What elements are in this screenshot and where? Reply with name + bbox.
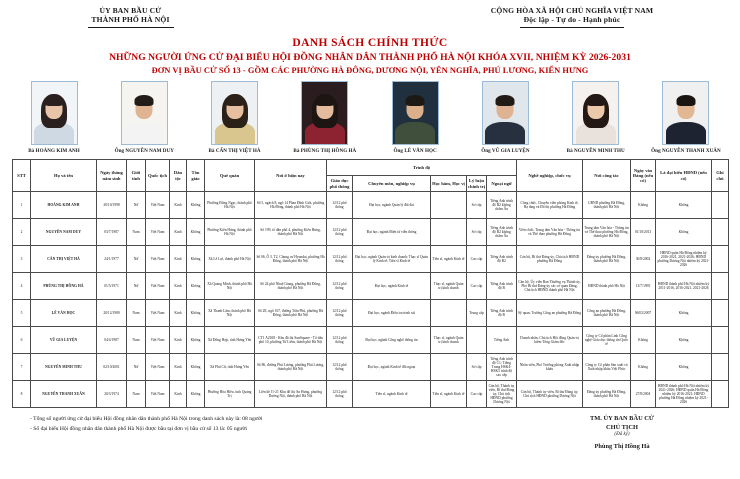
- cell-ho-ten: NGUYỄN NAM DUY: [31, 219, 97, 246]
- candidate-portrait: [301, 81, 348, 145]
- candidate-table-wrapper: [0, 154, 740, 408]
- country-name: CỘNG HÒA XÃ HỘI CHỦ NGHĨA VIỆT NAM: [490, 6, 654, 15]
- cell-dan-toc: Kinh: [170, 381, 187, 408]
- th-academic-title: Học hàm, Học vị: [431, 176, 467, 192]
- candidate-photo-caption: Bà HOÀNG KIM ANH: [28, 147, 80, 154]
- portrait-hair-top: [406, 95, 425, 106]
- constituency-line: ĐƠN VỊ BẦU CỬ SỐ 13 - GỒM CÁC PHƯỜNG HÀ ĐÔNG, DƯƠNG NỘI, YÊN NGHĨA, PHÚ LƯƠNG, KIẾN HƯNG: [151, 65, 589, 75]
- cell-ghi-chu: [712, 273, 729, 300]
- total-candidates-note: - Tổng số người ứng cử đại biểu Hội đồng nhân dân thành phố Hà Nội trong danh sách này là: 08 người: [30, 416, 263, 423]
- cell-ho-ten: HOÀNG KIM ANH: [31, 192, 97, 219]
- cell-chuyen-mon: Đại học, ngành Điện tử viễn thông: [353, 219, 431, 246]
- cell-giao-duc: 12/12 phổ thông: [327, 219, 353, 246]
- table-row: [13, 219, 729, 246]
- candidate-photo-caption: Ông NGUYỄN THANH XUÂN: [651, 147, 721, 154]
- candidate-portrait: [572, 81, 619, 145]
- cell-ghi-chu: [712, 381, 729, 408]
- th-council-member: Là đại biểu HĐND (nếu có): [656, 160, 712, 192]
- cell-que-quan: Xã Phú Cừ, tỉnh Hưng Yên: [205, 354, 255, 381]
- cell-noi-o: CT1 A2108 - Khu đô thị SunSquare - Tổ dân phố 10, phường Từ Liêm, thành phố Hà Nội: [255, 327, 327, 354]
- cell-ghi-chu: [712, 192, 729, 219]
- candidate-photo-caption: Bà CẨN THỊ VIỆT HÀ: [208, 147, 261, 154]
- cell-ly-luan: [467, 327, 487, 354]
- cell-ton-giao: Không: [187, 192, 205, 219]
- authority-line-2: THÀNH PHỐ HÀ NỘI: [91, 15, 170, 25]
- cell-que-quan: Xã Quang Minh, thành phố Hà Nội: [205, 273, 255, 300]
- cell-stt: 6: [13, 327, 31, 354]
- candidate-portrait: [482, 81, 529, 145]
- cell-gioi-tinh: Nam: [127, 327, 146, 354]
- cell-chuyen-mon: Đại học, ngành Điều tra trinh sát: [353, 300, 431, 327]
- cell-ton-giao: Không: [187, 246, 205, 273]
- cell-ton-giao: Không: [187, 273, 205, 300]
- cell-noi-cong-tac: UBND phường Hà Đông, thành phố Hà Nội: [583, 192, 631, 219]
- cell-chuyen-mon: Đại học, ngành Công nghệ thông tin: [353, 327, 431, 354]
- th-nationality: Quốc tịch: [146, 160, 170, 192]
- cell-ngay-sinh: 24/1/1977: [97, 246, 127, 273]
- cell-dan-toc: Kinh: [170, 300, 187, 327]
- cell-hoc-ham: [431, 354, 467, 381]
- cell-noi-o: Số 86, đường Phú Lương, phường Phú Lương, thành phố Hà Nội: [255, 354, 327, 381]
- issuing-authority: [18, 6, 243, 28]
- cell-chuyen-mon: Đại học, ngành Quản lý đất đai: [353, 192, 431, 219]
- candidate-photo-caption: Ông LÊ VĂN HỌC: [393, 147, 437, 154]
- cell-gioi-tinh: Nữ: [127, 273, 146, 300]
- th-residence: Nơi ở hiện nay: [255, 160, 327, 192]
- cell-la-dai-bieu: Không: [656, 192, 712, 219]
- cell-ho-ten: NGUYỄN THANH XUÂN: [31, 381, 97, 408]
- table-row: [13, 192, 729, 219]
- portrait-shoulders: [485, 122, 525, 144]
- cell-ngay-sinh: 20/3/1974: [97, 381, 127, 408]
- th-ethnicity: Dân tộc: [170, 160, 187, 192]
- cell-quoc-tich: Việt Nam: [146, 273, 170, 300]
- table-row: [13, 273, 729, 300]
- th-workplace: Nơi công tác: [583, 160, 631, 192]
- cell-ngay-vao-dang: 13/7/1995: [631, 273, 656, 300]
- cell-ghi-chu: [712, 300, 729, 327]
- cell-ton-giao: Không: [187, 327, 205, 354]
- cell-chuyen-mon: Đại học, ngành Kinh tế đối ngoại: [353, 354, 431, 381]
- candidate-portrait: [121, 81, 168, 145]
- cell-ho-ten: LÊ VĂN HỌC: [31, 300, 97, 327]
- th-occupation: Nghề nghiệp, chức vụ: [517, 160, 583, 192]
- th-general-education: Giáo dục phổ thông: [327, 176, 353, 192]
- cell-noi-cong-tac: Công an phường Hà Đông, thành phố Hà Nội: [583, 300, 631, 327]
- cell-ngay-sinh: 20/10/1998: [97, 192, 127, 219]
- candidate-photo-card: [556, 81, 636, 154]
- cell-ngay-vao-dang: Không: [631, 327, 656, 354]
- cell-ngoai-ngu: Tiếng Anh trình độ C1; Tiếng Trung HSK4-HSK5 trình độ cao cấp: [487, 354, 517, 381]
- candidate-portrait: [392, 81, 439, 145]
- cell-stt: 8: [13, 381, 31, 408]
- cell-ton-giao: Không: [187, 354, 205, 381]
- cell-giao-duc: 12/12 phổ thông: [327, 192, 353, 219]
- cell-quoc-tich: Việt Nam: [146, 219, 170, 246]
- table-header-row-1: [13, 160, 729, 176]
- cell-quoc-tich: Việt Nam: [146, 246, 170, 273]
- cell-quoc-tich: Việt Nam: [146, 354, 170, 381]
- table-row: [13, 327, 729, 354]
- cell-ly-luan: Cao cấp: [467, 381, 487, 408]
- portrait-hair-top: [45, 95, 64, 106]
- cell-nghe-nghiep: Cán bộ, Ủy viên Ban Thường vụ Thành ủy, Phó Bí thư Đảng ủy các cơ quan Đảng, Chủ tịch HĐND thành phố Hà Nội: [517, 273, 583, 300]
- cell-noi-o: Số 24 phố Nhuệ Giang, phường Hà Đông, thành phố Hà Nội: [255, 273, 327, 300]
- cell-ngay-vao-dang: Không: [631, 354, 656, 381]
- th-hometown: Quê quán: [205, 160, 255, 192]
- cell-la-dai-bieu: HĐND quận Hà Đông nhiệm kỳ 2016-2021, 2021-2026; HĐND phường Dương Nội nhiệm kỳ 2021-2026: [656, 246, 712, 273]
- candidate-photo-card: [285, 81, 365, 154]
- cell-ngay-vao-dang: 27/8/2004: [631, 381, 656, 408]
- portrait-hair-top: [315, 95, 334, 106]
- cell-ghi-chu: [712, 327, 729, 354]
- cell-gioi-tinh: Nam: [127, 219, 146, 246]
- cell-quoc-tich: Việt Nam: [146, 381, 170, 408]
- cell-la-dai-bieu: Không: [656, 300, 712, 327]
- cell-ton-giao: Không: [187, 300, 205, 327]
- th-specialization: Chuyên môn, nghiệp vụ: [353, 176, 431, 192]
- candidate-photo-card: [375, 81, 455, 154]
- candidate-table: [12, 159, 729, 408]
- th-party-date: Ngày vào Đảng (nếu có): [631, 160, 656, 192]
- footer: [0, 408, 740, 452]
- cell-dan-toc: Kinh: [170, 273, 187, 300]
- cell-dan-toc: Kinh: [170, 192, 187, 219]
- cell-que-quan: Phường Hòa Hiếu, tỉnh Quảng Trị: [205, 381, 255, 408]
- cell-noi-cong-tac: Công ty Cổ phần Sản xuất và Xuất nhập khẩu Việt Phúc: [583, 354, 631, 381]
- cell-que-quan: Xã Đông Hợp, tỉnh Hưng Yên: [205, 327, 255, 354]
- th-full-name: Họ và tên: [31, 160, 97, 192]
- cell-hoc-ham: [431, 219, 467, 246]
- cell-que-quan: Phường Kiến Hưng, thành phố Hà Nội: [205, 219, 255, 246]
- portrait-hair-top: [135, 95, 154, 106]
- cell-gioi-tinh: Nữ: [127, 354, 146, 381]
- authority-line-1: ỦY BAN BẦU CỬ: [99, 6, 162, 15]
- cell-la-dai-bieu: Không: [656, 354, 712, 381]
- portrait-shoulders: [124, 122, 164, 144]
- th-foreign-language: Ngoại ngữ: [487, 176, 517, 192]
- cell-ngoai-ngu: Tiếng Anh trình độ B2: [487, 246, 517, 273]
- table-row: [13, 354, 729, 381]
- cell-nghe-nghiep: Nhân viên, Phó Trưởng phòng Xuất nhập khẩu: [517, 354, 583, 381]
- portrait-hair-top: [225, 95, 244, 106]
- cell-que-quan: Xã Thanh Lâm, thành phố Hà Nội: [205, 300, 255, 327]
- cell-la-dai-bieu: HĐND thành phố Hà Nội nhiệm kỳ 2021-2026; HĐND quận Hà Đông nhiệm kỳ 2016-2021; HĐND phường Hà Đông nhiệm kỳ 2021-2026: [656, 381, 712, 408]
- cell-giao-duc: 12/12 phổ thông: [327, 354, 353, 381]
- cell-gioi-tinh: Nữ: [127, 192, 146, 219]
- national-heading: [422, 6, 722, 28]
- cell-ngay-vao-dang: 30/8/2002: [631, 246, 656, 273]
- cell-stt: 2: [13, 219, 31, 246]
- cell-chuyen-mon: Đại học, ngành Quản trị kinh doanh; Thạc sĩ Quản lý Kinh tế; Tiến sĩ Kinh tế: [353, 246, 431, 273]
- cell-noi-cong-tac: Đảng ủy phường Hà Đông, thành phố Hà Nội: [583, 246, 631, 273]
- cell-quoc-tich: Việt Nam: [146, 300, 170, 327]
- cell-gioi-tinh: Nam: [127, 381, 146, 408]
- cell-ngoai-ngu: Tiếng Anh trình độ B: [487, 273, 517, 300]
- table-row: [13, 381, 729, 408]
- cell-noi-o: Số 5, ngách 8, ngõ 14 Phan Đình Giót, phường Hà Đông, thành phố Hà Nội: [255, 192, 327, 219]
- cell-hoc-ham: Tiến sĩ, ngành Kinh tế: [431, 381, 467, 408]
- cell-gioi-tinh: Nam: [127, 300, 146, 327]
- cell-ngay-sinh: 20/12/1980: [97, 300, 127, 327]
- cell-gioi-tinh: Nữ: [127, 246, 146, 273]
- cell-stt: 4: [13, 273, 31, 300]
- cell-stt: 3: [13, 246, 31, 273]
- cell-noi-o: Số 06, Ô 3, T2, Chung cư Hyundai, phường Hà Đông, thành phố Hà Nội: [255, 246, 327, 273]
- cell-ho-ten: VŨ GIA LUYỆN: [31, 327, 97, 354]
- cell-que-quan: Phường Đông Ngạc, thành phố Hà Nội: [205, 192, 255, 219]
- cell-ghi-chu: [712, 354, 729, 381]
- candidate-photo-card: [465, 81, 545, 154]
- candidate-portrait: [31, 81, 78, 145]
- cell-ngoai-ngu: Tiếng Anh trình độ B2 không chấm Âu: [487, 192, 517, 219]
- signature-signed-mark: (Đã ký): [614, 432, 630, 438]
- authority-underline: [88, 27, 174, 28]
- cell-stt: 7: [13, 354, 31, 381]
- cell-giao-duc: 12/12 phổ thông: [327, 381, 353, 408]
- candidate-photo-caption: Bà NGUYỄN MINH THU: [566, 147, 625, 154]
- cell-giao-duc: 12/12 phổ thông: [327, 273, 353, 300]
- cell-giao-duc: 12/12 phổ thông: [327, 327, 353, 354]
- portrait-shoulders: [666, 122, 706, 144]
- cell-nghe-nghiep: Sỹ quan, Trưởng Công an phường Hà Đông: [517, 300, 583, 327]
- cell-noi-o: Liền kề J1-21 Khu đô thị An Hưng, phường Dương Nội, thành phố Hà Nội: [255, 381, 327, 408]
- cell-la-dai-bieu: Không: [656, 327, 712, 354]
- cell-noi-o: Số 2E, ngõ 167, đường Trần Phú, phường Hà Đông, thành phố Hà Nội: [255, 300, 327, 327]
- signature-block: [522, 415, 722, 452]
- cell-noi-cong-tac: Trung tâm Văn hóa - Thông tin và Thể thao phường Hà Đông, thành phố Hà Nội: [583, 219, 631, 246]
- cell-ho-ten: CẨN THỊ VIỆT HÀ: [31, 246, 97, 273]
- cell-ton-giao: Không: [187, 219, 205, 246]
- candidate-photo-card: [195, 81, 275, 154]
- cell-hoc-ham: [431, 192, 467, 219]
- th-political-theory: Lý luận chính trị: [467, 176, 487, 192]
- cell-stt: 1: [13, 192, 31, 219]
- cell-ngoai-ngu: Cán bộ, Thành ủy viên, Bí thư Đảng ủy, Chủ tịch HĐND phường Dương Nội: [487, 381, 517, 408]
- cell-ho-ten: PHÙNG THỊ HỒNG HÀ: [31, 273, 97, 300]
- cell-ngay-vao-dang: 06/02/2007: [631, 300, 656, 327]
- cell-la-dai-bieu: HĐND thành phố Hà Nội nhiệm kỳ 2011-2016, 2016-2021, 2021-2026: [656, 273, 712, 300]
- cell-ho-ten: NGUYỄN MINH THU: [31, 354, 97, 381]
- cell-ngoai-ngu: Tiếng Anh: [487, 327, 517, 354]
- candidate-photo-caption: Ông VŨ GIA LUYỆN: [481, 147, 530, 154]
- cell-hoc-ham: [431, 300, 467, 327]
- cell-ly-luan: Cao cấp: [467, 246, 487, 273]
- signature-role: CHỦ TỊCH: [605, 423, 639, 431]
- cell-ly-luan: Cao cấp: [467, 273, 487, 300]
- cell-noi-cong-tac: Đảng ủy phường Hà Đông, thành phố Hà Nội: [583, 381, 631, 408]
- cell-giao-duc: 12/12 phổ thông: [327, 300, 353, 327]
- portrait-shoulders: [395, 122, 435, 144]
- cell-ngoai-ngu: Tiếng Anh trình độ B2 không chấm Âu: [487, 219, 517, 246]
- portrait-hair-top: [586, 95, 605, 106]
- cell-nghe-nghiep: Cán bộ, Thành ủy viên, Bí thư Đảng ủy, Chủ tịch HĐND phường Dương Nội: [517, 381, 583, 408]
- cell-dan-toc: Kinh: [170, 327, 187, 354]
- cell-dan-toc: Kinh: [170, 354, 187, 381]
- cell-nghe-nghiep: Công chức, Chuyên viên phòng Kinh tế, Hạ tầng và Đô thị phường Hà Đông: [517, 192, 583, 219]
- candidate-photo-card: [14, 81, 94, 154]
- document-subtitle: NHỮNG NGƯỜI ỨNG CỬ ĐẠI BIỂU HỘI ĐỒNG NHÂN DÂN THÀNH PHỐ HÀ NỘI KHÓA XVII, NHIỆM KỲ 2026-2031: [109, 51, 631, 63]
- document-title: DANH SÁCH CHÍNH THỨC: [292, 36, 448, 49]
- cell-nghe-nghiep: Cán bộ, Bí thư Đảng ủy, Chủ tịch HĐND phường Hà Đông: [517, 246, 583, 273]
- cell-dan-toc: Kinh: [170, 219, 187, 246]
- title-block: [0, 37, 740, 75]
- cell-quoc-tich: Việt Nam: [146, 192, 170, 219]
- cell-stt: 5: [13, 300, 31, 327]
- cell-ngay-sinh: 02/10/2001: [97, 354, 127, 381]
- candidate-photo-card: [646, 81, 726, 154]
- cell-ly-luan: Trung cấp: [467, 300, 487, 327]
- table-row: [13, 300, 729, 327]
- th-stt: STT: [13, 160, 31, 192]
- cell-que-quan: Xã Lê Lợi, thành phố Hà Nội: [205, 246, 255, 273]
- cell-nghe-nghiep: Viên chức, Trung tâm Văn hóa - Thông tin và Thể thao phường Hà Đông: [517, 219, 583, 246]
- cell-dan-toc: Kinh: [170, 246, 187, 273]
- candidate-portrait: [662, 81, 709, 145]
- cell-noi-cong-tac: HĐND thành phố Hà Nội: [583, 273, 631, 300]
- cell-hoc-ham: Tiến sĩ, ngành Kinh tế: [431, 246, 467, 273]
- signature-name: Phùng Thị Hồng Hà: [594, 443, 650, 451]
- national-motto: Độc lập - Tự do - Hạnh phúc: [523, 15, 621, 25]
- signature-authority: TM. ỦY BAN BẦU CỬ: [590, 415, 654, 423]
- cell-ngay-vao-dang: Không: [631, 192, 656, 219]
- candidate-photo-caption: Bà PHÙNG THỊ HỒNG HÀ: [293, 147, 357, 154]
- portrait-hair-top: [676, 95, 695, 106]
- summary-notes: [30, 415, 262, 452]
- masthead: [0, 0, 740, 28]
- cell-nghe-nghiep: Doanh nhân, Chủ tịch Hội đồng Quản trị kiêm Tổng Giám đốc: [517, 327, 583, 354]
- cell-giao-duc: 12/12 phổ thông: [327, 246, 353, 273]
- cell-ghi-chu: [712, 246, 729, 273]
- table-row: [13, 246, 729, 273]
- cell-ghi-chu: [712, 219, 729, 246]
- cell-ngay-sinh: 03/7/1987: [97, 219, 127, 246]
- cell-ton-giao: Không: [187, 381, 205, 408]
- th-gender: Giới tính: [127, 160, 146, 192]
- cell-noi-cong-tac: Công ty Cổ phần Linh Công nghệ Giáo dục thông tin Quốc tế: [583, 327, 631, 354]
- cell-chuyen-mon: Tiến sĩ, ngành Kinh tế: [353, 381, 431, 408]
- cell-ngoai-ngu: Tiếng Anh trình độ B: [487, 300, 517, 327]
- cell-hoc-ham: Thạc sĩ, ngành Quản trị kinh doanh: [431, 327, 467, 354]
- seats-note: - Số đại biểu Hội đồng nhân dân thành phố Hà Nội được bầu tại đơn vị bầu cử số 13 là: 05 người: [30, 425, 247, 432]
- candidate-photo-strip: [0, 75, 740, 154]
- motto-underline: [520, 27, 624, 28]
- cell-noi-o: Số 199, tổ dân phố 4, phường Kiến Hưng, thành phố Hà Nội: [255, 219, 327, 246]
- candidate-photo-caption: Ông NGUYỄN NAM DUY: [114, 147, 174, 154]
- candidate-table-body: [13, 192, 729, 408]
- cell-ngay-vao-dang: 01/10/2013: [631, 219, 656, 246]
- th-religion: Tôn giáo: [187, 160, 205, 192]
- cell-ly-luan: Sơ cấp: [467, 192, 487, 219]
- candidate-photo-card: [104, 81, 184, 154]
- th-birth-date: Ngày tháng năm sinh: [97, 160, 127, 192]
- cell-chuyen-mon: Đại học, ngành Kinh tế: [353, 273, 431, 300]
- portrait-hair-top: [496, 95, 515, 106]
- candidate-portrait: [211, 81, 258, 145]
- cell-hoc-ham: Thạc sĩ, ngành Quản trị kinh doanh: [431, 273, 467, 300]
- cell-ly-luan: Sơ cấp: [467, 219, 487, 246]
- cell-ngay-sinh: 01/5/1971: [97, 273, 127, 300]
- cell-ly-luan: Sơ cấp: [467, 354, 487, 381]
- cell-ngay-sinh: 04/4/1987: [97, 327, 127, 354]
- cell-la-dai-bieu: Không: [656, 219, 712, 246]
- cell-quoc-tich: Việt Nam: [146, 327, 170, 354]
- th-notes: Ghi chú: [712, 160, 729, 192]
- th-education-group: Trình độ: [327, 160, 517, 176]
